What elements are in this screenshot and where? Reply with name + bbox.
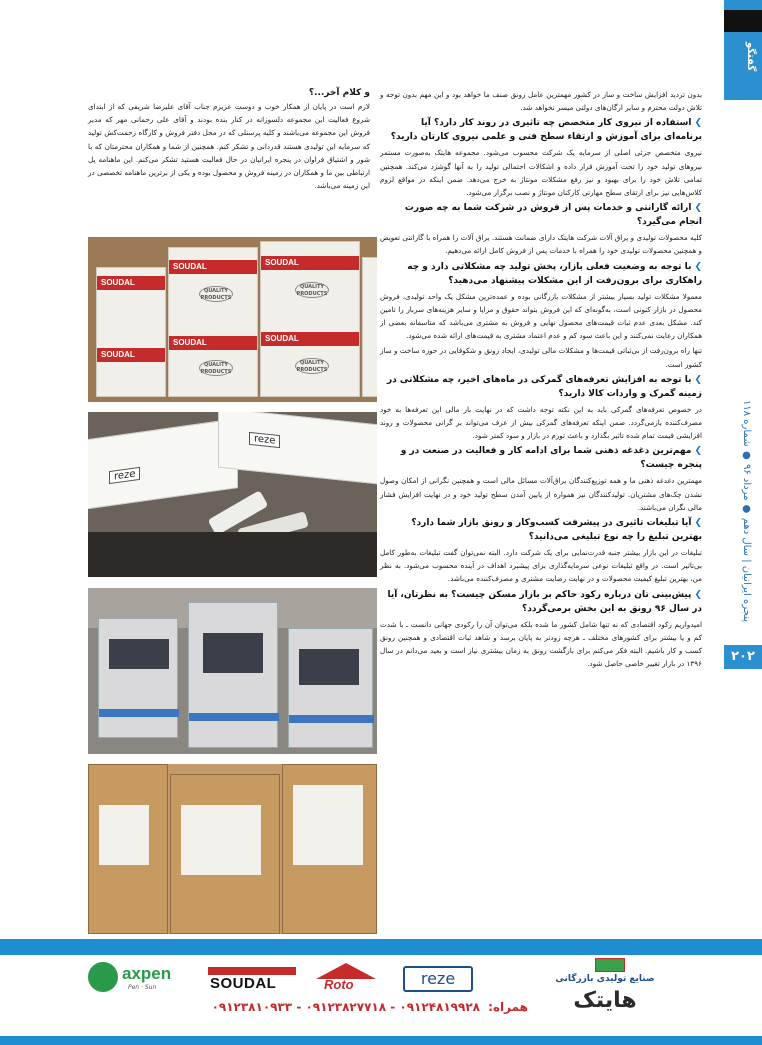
- page-number: ۲۰۲: [724, 645, 762, 669]
- machine: [98, 618, 178, 738]
- footer-stripe: [0, 939, 762, 955]
- section-tab: [724, 0, 762, 100]
- section-tab-label: گفتگو: [745, 42, 756, 72]
- bullet-icon: ❯: [694, 374, 702, 385]
- interview-answer: تبلیغات در این بازار بیشتر جنبه قدرت‌نمایی برای یک شرکت دارد. البته نمی‌توان گفت تبلیغات به‌طور کامل بی‌تاثیر است. در واقع تبلیغات نوعی سرمایه‌گذاری برای پیشبرد اهداف در آینده محسوب می‌شود. به نظر من، بهترین تبلیغ کیفیت محصولات و در نهایت رضایت مشتری و مصرف‌کننده می‌باشد.: [380, 548, 702, 584]
- reze-box: reze: [88, 418, 238, 512]
- photo-reze-boxes: [88, 412, 377, 577]
- phones-value: ۰۹۱۲۴۸۱۹۹۲۸ - ۰۹۱۲۳۸۲۷۷۱۸ - ۰۹۱۲۳۸۱۰۹۳۳: [211, 1000, 480, 1014]
- bullet-icon: ❯: [694, 589, 702, 600]
- soudal-box: SOUDAL SOUDAL: [96, 267, 166, 397]
- company-name: هایتک: [573, 988, 637, 1013]
- interview-question: ❯پیش‌بینی تان درباره رکود حاکم بر بازار مسکن چیست؟ به نظرتان، آیا در سال ۹۶ رونق به این بخش برمی‌گردد؟: [387, 589, 702, 614]
- interview-answer: تنها راه برون‌رفت از بی‌ثباتی قیمت‌ها و مشکلات مالی تولیدی، ایجاد رونق و شکوفایی در حوزه ساخت و ساز کشور است.: [380, 346, 702, 369]
- interview-column: [380, 88, 702, 672]
- photo-machines: [88, 588, 377, 754]
- soudal-box: SOUDAL QUALITY PRODUCTS SOUDAL QUALITY PRODUCTS: [260, 241, 360, 397]
- closing-column: [88, 88, 370, 194]
- interview-question: ❯مهم‌ترین دغدغه ذهنی شما برای ادامه کار و فعالیت در صنعت در و پنجره چیست؟: [400, 446, 702, 471]
- machine: [188, 602, 278, 748]
- soudal-box: SOUDAL QUALITY PRODUCTS SOUDAL QUALITY PRODUCTS: [168, 247, 258, 397]
- phones-label: همراه:: [488, 1000, 528, 1014]
- carton: [170, 774, 280, 934]
- closing-title: و کلام آخر...؟: [308, 88, 370, 98]
- globe-icon: [88, 962, 118, 992]
- machine: [288, 628, 373, 748]
- soudal-logo: SOUDAL: [208, 967, 296, 993]
- phone-numbers: [88, 1000, 528, 1014]
- company-subtitle: صنایع تولیدی بازرگانی: [555, 974, 655, 984]
- photo-cartons: [88, 764, 377, 934]
- photo-soudal-boxes: [88, 237, 377, 402]
- interview-question: ❯با توجه به افزایش تعرفه‌های گمرکی در ماه‌های اخیر، چه مشکلاتی در زمینه گمرک و واردات کالا دارید؟: [386, 374, 702, 399]
- roto-logo: Roto: [310, 963, 386, 993]
- tab-mark: [724, 10, 762, 32]
- carton: [282, 764, 377, 934]
- bullet-icon: ❯: [694, 261, 702, 272]
- axpen-logo: axpen Pen · Sun: [88, 962, 188, 994]
- reze-box: reze: [218, 412, 377, 484]
- bullet-icon: ❯: [694, 446, 702, 457]
- interview-answer: مهمترین دغدغه ذهنی ما و همه توزیع‌کنندگان یراق‌آلات مسائل مالی است و همچنین نگرانی از امکان وصول نشدن چک‌های مشتریان. تولیدکنندگان نیز همواره از پایین آمدن سطح تولید خود و در نهایت افزایش فشار مالی نگران می‌باشند.: [380, 476, 702, 512]
- interview-question: ❯آیا تبلیغات تاثیری در پیشرفت کسب‌وکار و رونق بازار شما دارد؟ بهترین تبلیغ را چه نوع تبلیغی می‌دانید؟: [411, 518, 702, 543]
- bullet-icon: ❯: [694, 118, 702, 129]
- interview-question: ❯استفاده از نیروی کار متخصص چه تاثیری در روند کار دارد؟ آیا برنامه‌ای برای آموزش و ارتقاء سطح فنی و علمی نیروی کارتان دارید؟: [390, 118, 702, 143]
- bullet-icon: ❯: [694, 203, 702, 214]
- interview-answer: بدون تردید افزایش ساخت و ساز در کشور مهمترین عامل رونق صنف ما خواهد بود و این مهم بدون توجه و تلاش دولت محترم و سایر ارگان‌های دولتی میسر نخواهد شد.: [380, 90, 702, 113]
- interview-answer: کلیه محصولات تولیدی و یراق آلات شرکت هایتک دارای ضمانت هستند. یراق آلات را همراه با گارانتی تعویض و همچنین محصولات تولیدی خود را همراه با خدمات پس از فروش کامل ارائه می‌دهیم.: [380, 233, 702, 256]
- haitek-logo: [530, 958, 680, 1024]
- flag-icon: [595, 958, 625, 972]
- interview-answer: در خصوص تعرفه‌های گمرکی باید به این نکته توجه داشت که در نهایت بار مالی این تعرفه‌ها به خود مصرف‌کننده بازمی‌گردد. ضمن اینکه تعرفه‌های گمرکی بیش از عرف می‌تواند بر گرانی محصولات و روند افزایشی قیمت تمام شده تاثیر بگذارد و باعث تورم در بازار و سود کمتر شود.: [380, 404, 702, 441]
- closing-text: لازم است در پایان از همکار خوب و دوست عزیزم جناب آقای علیرضا شریفی که از ابتدای شروع فعالیت این مجموعه دلسوزانه در کنار بنده بودند و آقای علی رحمانی مهر که مدیر فروش این مجموعه می‌باشند و کلیه پرسنلی که در محل دفتر فروش و کارگاه زحمت‌کش تولید که سرمایه این تولیدی هستند قدردانی و تشکر کنم. همچنین از شما و همکاران محترمتان که با شور و اشتیاق فراوان در پنجره ایرانیان در حال فعالیت هستید تشکر می‌کنم. این ماهنامه پل ارتباطی بین ما و همکاران در زمینه فروش و محصول بوده و یکی از برترین ماهنامه تخصصی در این زمینه می‌باشد.: [88, 102, 370, 191]
- interview-answer: امیدواریم رکود اقتصادی که نه تنها شامل کشور ما شده بلکه می‌توان آن را رکودی جهانی دانست ـ با شدت کم و یا بیشتر برای کشورهای مختلف ـ هرچه زودتر به پایان برسد و شاهد ثبات اقتصادی و همچنین رونق کسب و کار باشیم. البته فکر می‌کنم برای بازگشت رونق به زمان بیشتری نیاز است و بعید می‌دانم در سال ۱۳۹۶ در بازار تغییر خاصی حاصل شود.: [380, 619, 702, 669]
- interview-question: ❯ارائه گارانتی و خدمات پس از فروش در شرکت شما به چه صورت انجام می‌گیرد؟: [404, 203, 702, 228]
- issue-info: پنجره ایرانیان | سال دهم ● مرداد ۹۶ ● شماره ۱۱۸: [741, 400, 752, 623]
- interview-question: ❯با توجه به وضعیت فعلی بازار، پخش تولید چه مشکلاتی دارد و چه راهکاری برای برون‌رفت از این مشکلات پیشنهاد می‌دهید؟: [407, 261, 702, 286]
- interview-answer: معمولا مشکلات تولید بسیار بیشتر از مشکلات بازرگانی بوده و عمده‌ترین مشکل یک واحد تولیدی، فروش محصول در بازار کنونی است، به‌گونه‌ای که این فروش بتواند حقوق و مزایا و سایر هزینه‌های سربار را تامین کند. مشکل بعدی عدم ثبات قیمت‌های محصول نهایی و فروش به مشتری می‌باشد که متاسفانه بعضی از همکاران رعایت نمی‌کنند و این باعث سود کم و عدم اعتماد مشتری به قیمت‌های ارائه شده می‌شود.: [380, 291, 702, 341]
- bullet-icon: ❯: [694, 518, 702, 529]
- carton: [88, 764, 168, 934]
- reze-logo: reze: [403, 966, 473, 992]
- footer-bottom-stripe: [0, 1036, 762, 1045]
- interview-answer: نیروی متخصص جزئی اصلی از سرمایه یک شرکت محسوب می‌شود. مجموعه هایتک به‌صورت مستمر نیروهای تولید خود را تحت آموزش قرار داده و اشکالات احتمالی تولید را به آنها گوشزد می‌کند. همچنین تمامی تلاش خود را برای بهبود و نیز رفع مشکلات مونتاژ به خرج می‌دهد. ضمن اینکه در مواقع لزوم کلاس‌هایی نیز برای ارتقای سطح مهارتی کارکنان مونتاژ و نصب برگزار می‌شود.: [380, 148, 702, 198]
